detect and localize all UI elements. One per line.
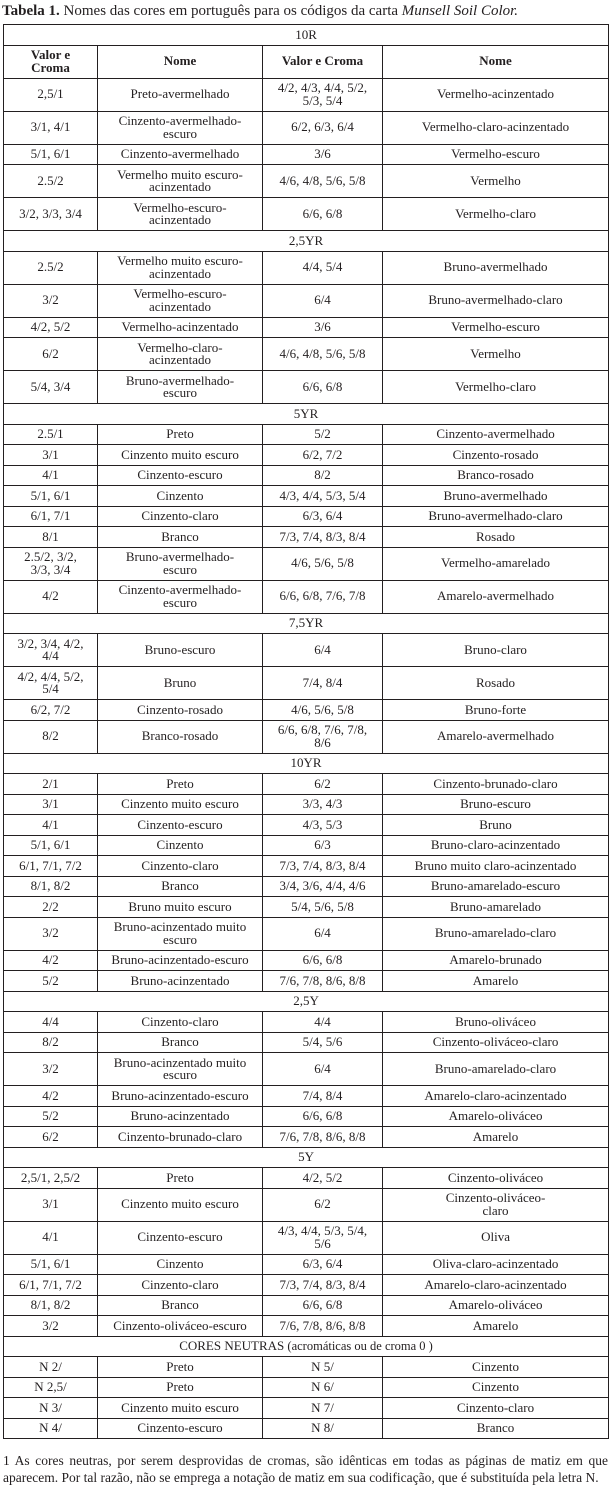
nome-cell: Vermelho (383, 338, 609, 371)
valor-croma-cell: 3/3, 4/3 (263, 794, 383, 815)
valor-croma-cell: 4/1 (4, 815, 98, 836)
nome-cell: Cinzento-claro (98, 506, 263, 527)
valor-croma-cell: 6/6, 6/8, 7/6, 7/8 (263, 580, 383, 613)
nome-cell: Cinzento (383, 1377, 609, 1398)
nome-cell: Vermelho muito escuro- acinzentado (98, 251, 263, 284)
nome-cell: Amarelo (383, 1127, 609, 1148)
table-row (4, 1316, 609, 1337)
valor-croma-cell: 7/3, 7/4, 8/3, 8/4 (263, 856, 383, 877)
nome-cell: Vermelho-claro- acinzentado (98, 338, 263, 371)
valor-croma-cell: 6/6, 6/8 (263, 950, 383, 971)
nome-cell: Bruno (383, 815, 609, 836)
nome-cell: Cinzento-escuro (98, 1418, 263, 1439)
valor-croma-cell: N 4/ (4, 1418, 98, 1439)
table-row (4, 971, 609, 992)
nome-cell: Cinzento-oliváceo-claro (383, 1032, 609, 1053)
valor-croma-cell: 6/6, 6/8 (263, 1106, 383, 1127)
valor-croma-cell: 7/6, 7/8, 8/6, 8/8 (263, 971, 383, 992)
nome-cell: Preto (98, 1377, 263, 1398)
valor-croma-cell: 4/4, 5/4 (263, 251, 383, 284)
nome-cell: Amarelo-brunado (383, 950, 609, 971)
hue-section-cell (4, 231, 609, 252)
table-row (4, 1357, 609, 1378)
valor-croma-cell: 2/1 (4, 774, 98, 795)
nome-cell: Preto (98, 1357, 263, 1378)
valor-croma-cell: N 2/ (4, 1357, 98, 1378)
valor-croma-cell: 4/4 (263, 1012, 383, 1033)
table-caption-text: Nomes das cores em português para os códigos da carta (59, 3, 402, 19)
nome-cell: Rosado (383, 667, 609, 700)
nome-cell: Bruno-avermelhado-claro (383, 506, 609, 527)
nome-cell: Amarelo-claro-acinzentado (383, 1275, 609, 1296)
valor-croma-cell: 3/2 (4, 1316, 98, 1337)
valor-croma-cell: 4/6, 5/6, 5/8 (263, 547, 383, 580)
valor-croma-cell: 5/2 (263, 424, 383, 445)
valor-croma-cell: 6/1, 7/1, 7/2 (4, 1275, 98, 1296)
nome-cell: Cinzento-escuro (98, 1221, 263, 1254)
table-row (4, 1106, 609, 1127)
valor-croma-cell: 3/4, 3/6, 4/4, 4/6 (263, 876, 383, 897)
nome-cell: Preto-avermelhado (98, 78, 263, 111)
nome-cell: Vermelho (383, 165, 609, 198)
table-row (4, 338, 609, 371)
table-row (4, 700, 609, 721)
valor-croma-cell: N 2,5/ (4, 1377, 98, 1398)
nome-cell: Bruno-avermelhado- escuro (98, 547, 263, 580)
table-row (4, 547, 609, 580)
nome-cell: Cinzento-escuro (98, 815, 263, 836)
nome-cell: Cinzento muito escuro (98, 794, 263, 815)
nome-cell: Branco (98, 876, 263, 897)
valor-croma-cell: 6/6, 6/8 (263, 371, 383, 404)
hue-section-label: CORES NEUTRAS (179, 1338, 285, 1353)
table-row (4, 1032, 609, 1053)
section-header-row (4, 404, 609, 425)
valor-croma-cell: 4/3, 4/4, 5/3, 5/4, 5/6 (263, 1221, 383, 1254)
nome-cell: Vermelho-escuro (383, 317, 609, 338)
valor-croma-cell: 6/6, 6/8, 7/6, 7/8, 8/6 (263, 720, 383, 753)
valor-croma-cell: 8/1 (4, 527, 98, 548)
nome-cell: Preto (98, 1168, 263, 1189)
valor-croma-cell: 3/1 (4, 1188, 98, 1221)
hue-section-cell (4, 991, 609, 1012)
valor-croma-cell: 6/4 (263, 634, 383, 667)
nome-cell: Cinzento-avermelhado- escuro (98, 580, 263, 613)
table-row (4, 424, 609, 445)
valor-croma-cell: 8/1, 8/2 (4, 876, 98, 897)
valor-croma-cell: 3/2, 3/3, 3/4 (4, 198, 98, 231)
valor-croma-cell: 4/6, 4/8, 5/6, 5/8 (263, 338, 383, 371)
valor-croma-cell: 5/2 (4, 1106, 98, 1127)
table-row (4, 1188, 609, 1221)
valor-croma-cell: 4/2, 4/4, 5/2, 5/4 (4, 667, 98, 700)
section-header-row (4, 991, 609, 1012)
nome-cell: Bruno-acinzentado muito escuro (98, 1053, 263, 1086)
valor-croma-cell: 4/2, 4/3, 4/4, 5/2, 5/3, 5/4 (263, 78, 383, 111)
valor-croma-cell: 3/2 (4, 1053, 98, 1086)
nome-cell: Cinzento-rosado (383, 445, 609, 466)
nome-cell: Branco-rosado (98, 720, 263, 753)
nome-cell: Bruno-avermelhado- escuro (98, 371, 263, 404)
valor-croma-cell: 5/4, 5/6, 5/8 (263, 897, 383, 918)
nome-cell: Cinzento-brunado-claro (98, 1127, 263, 1148)
table-row (4, 198, 609, 231)
valor-croma-cell: 2,5/1, 2,5/2 (4, 1168, 98, 1189)
nome-cell: Cinzento-avermelhado (98, 144, 263, 165)
nome-cell: Amarelo (383, 1316, 609, 1337)
valor-croma-cell: 3/6 (263, 144, 383, 165)
nome-cell: Branco (98, 527, 263, 548)
hue-section-cell (4, 753, 609, 774)
nome-cell: Vermelho-claro (383, 371, 609, 404)
valor-croma-cell: 6/1, 7/1, 7/2 (4, 856, 98, 877)
valor-croma-cell: 6/2, 7/2 (4, 700, 98, 721)
table-row (4, 794, 609, 815)
hue-section-label: 10YR (290, 755, 322, 770)
nome-cell: Cinzento-claro (98, 1012, 263, 1033)
hue-section-label: 2,5YR (288, 232, 324, 248)
nome-cell: Rosado (383, 527, 609, 548)
hue-section-cell (4, 25, 609, 46)
valor-croma-cell: 4/2 (4, 580, 98, 613)
nome-cell: Vermelho muito escuro- acinzentado (98, 165, 263, 198)
valor-croma-cell: 6/2, 7/2 (263, 445, 383, 466)
nome-cell: Bruno-claro (383, 634, 609, 667)
nome-cell: Cinzento (383, 1357, 609, 1378)
valor-croma-cell: 5/1, 6/1 (4, 835, 98, 856)
section-header-row (4, 1336, 609, 1357)
nome-cell: Cinzento-claro (383, 1398, 609, 1419)
nome-cell: Branco (98, 1032, 263, 1053)
nome-cell: Vermelho-escuro (383, 144, 609, 165)
valor-croma-cell: 3/1 (4, 445, 98, 466)
table-row (4, 950, 609, 971)
valor-croma-cell: N 8/ (263, 1418, 383, 1439)
table-row (4, 165, 609, 198)
table-row (4, 835, 609, 856)
table-row (4, 371, 609, 404)
valor-croma-cell: 5/1, 6/1 (4, 1254, 98, 1275)
table-row (4, 1418, 609, 1439)
nome-cell: Amarelo-avermelhado (383, 720, 609, 753)
table-row (4, 1012, 609, 1033)
section-header-row (4, 25, 609, 46)
valor-croma-cell: 7/3, 7/4, 8/3, 8/4 (263, 1275, 383, 1296)
table-row (4, 284, 609, 317)
valor-croma-cell: 4/3, 4/4, 5/3, 5/4 (263, 486, 383, 507)
nome-cell: Preto (98, 774, 263, 795)
valor-croma-cell: 2.5/2 (4, 251, 98, 284)
valor-croma-cell: 4/3, 5/3 (263, 815, 383, 836)
table-row (4, 1377, 609, 1398)
nome-cell: Preto (98, 424, 263, 445)
nome-cell: Cinzento-claro (98, 856, 263, 877)
nome-cell: Vermelho-claro (383, 198, 609, 231)
nome-cell: Bruno-acinzentado (98, 971, 263, 992)
nome-cell: Oliva-claro-acinzentado (383, 1254, 609, 1275)
valor-croma-cell: N 7/ (263, 1398, 383, 1419)
valor-croma-cell: 7/6, 7/8, 8/6, 8/8 (263, 1127, 383, 1148)
nome-cell: Bruno-acinzentado (98, 1106, 263, 1127)
table-row (4, 1127, 609, 1148)
table-row (4, 1168, 609, 1189)
valor-croma-cell: 3/6 (263, 317, 383, 338)
nome-cell: Cinzento muito escuro (98, 445, 263, 466)
valor-croma-cell: 6/2 (263, 774, 383, 795)
valor-croma-cell: N 6/ (263, 1377, 383, 1398)
footnote: 1 As cores neutras, por serem desprovidas de cromas, são idênticas em todas as páginas de matiz em que aparecem. Por tal razão, não se emprega a notação de matiz em sua codificação, que é substituída pela letra N. (3, 1453, 608, 1485)
nome-cell: Bruno (98, 667, 263, 700)
nome-cell: Bruno-amarelado-claro (383, 917, 609, 950)
valor-croma-cell: 3/2 (4, 284, 98, 317)
table-row (4, 251, 609, 284)
table-row (4, 774, 609, 795)
nome-cell: Amarelo (383, 971, 609, 992)
valor-croma-cell: 3/1, 4/1 (4, 111, 98, 144)
valor-croma-cell: 4/1 (4, 1221, 98, 1254)
table-row (4, 1295, 609, 1316)
valor-croma-cell: 7/4, 8/4 (263, 667, 383, 700)
hue-section-cell (4, 613, 609, 634)
nome-cell: Bruno-oliváceo (383, 1012, 609, 1033)
valor-croma-cell: 4/1 (4, 465, 98, 486)
nome-cell: Cinzento-brunado-claro (383, 774, 609, 795)
nome-cell: Amarelo-oliváceo (383, 1295, 609, 1316)
section-header-row (4, 1147, 609, 1168)
nome-cell: Cinzento-oliváceo (383, 1168, 609, 1189)
nome-cell: Vermelho-acinzentado (383, 78, 609, 111)
nome-cell: Cinzento (98, 486, 263, 507)
nome-cell: Bruno-acinzentado-escuro (98, 950, 263, 971)
valor-croma-cell: 6/2, 6/3, 6/4 (263, 111, 383, 144)
hue-section-note: (acromáticas ou de croma 0 ) (284, 1339, 433, 1353)
table-caption-label: Tabela 1. (2, 3, 60, 19)
nome-cell: Bruno-avermelhado (383, 486, 609, 507)
valor-croma-cell: 8/2 (4, 720, 98, 753)
valor-croma-cell: 4/2 (4, 1086, 98, 1107)
column-header-row (4, 45, 609, 78)
nome-cell: Vermelho-amarelado (383, 547, 609, 580)
nome-cell: Cinzento-rosado (98, 700, 263, 721)
nome-cell: Cinzento muito escuro (98, 1188, 263, 1221)
table-caption (2, 2, 518, 20)
nome-cell: Bruno-acinzentado-escuro (98, 1086, 263, 1107)
nome-cell: Cinzento-avermelhado (383, 424, 609, 445)
table-row (4, 1398, 609, 1419)
table-row (4, 1254, 609, 1275)
valor-croma-cell: 4/4 (4, 1012, 98, 1033)
nome-cell: Bruno-acinzentado muito escuro (98, 917, 263, 950)
nome-cell: Amarelo-claro-acinzentado (383, 1086, 609, 1107)
valor-croma-cell: 2.5/1 (4, 424, 98, 445)
hue-section-cell (4, 404, 609, 425)
table-row (4, 634, 609, 667)
column-header-nome: Nome (383, 45, 609, 78)
table-row (4, 111, 609, 144)
table-row (4, 445, 609, 466)
table-row (4, 78, 609, 111)
valor-croma-cell: 6/6, 6/8 (263, 1295, 383, 1316)
table-row (4, 580, 609, 613)
table-row (4, 667, 609, 700)
valor-croma-cell: 2,5/1 (4, 78, 98, 111)
valor-croma-cell: 8/2 (263, 465, 383, 486)
nome-cell: Cinzento-oliváceo-escuro (98, 1316, 263, 1337)
nome-cell: Bruno-escuro (383, 794, 609, 815)
nome-cell: Bruno muito claro-acinzentado (383, 856, 609, 877)
valor-croma-cell: 4/2 (4, 950, 98, 971)
nome-cell: Vermelho-escuro- acinzentado (98, 284, 263, 317)
valor-croma-cell: N 5/ (263, 1357, 383, 1378)
hue-section-label: 5Y (298, 1149, 314, 1164)
table-row (4, 1275, 609, 1296)
valor-croma-cell: 6/4 (263, 917, 383, 950)
valor-croma-cell: 8/1, 8/2 (4, 1295, 98, 1316)
table-row (4, 815, 609, 836)
nome-cell: Bruno-claro-acinzentado (383, 835, 609, 856)
nome-cell: Cinzento-oliváceo- claro (383, 1188, 609, 1221)
hue-section-label: 7,5YR (288, 615, 324, 630)
nome-cell: Cinzento-escuro (98, 465, 263, 486)
valor-croma-cell: 5/4, 3/4 (4, 371, 98, 404)
nome-cell: Vermelho-escuro- acinzentado (98, 198, 263, 231)
valor-croma-cell: N 3/ (4, 1398, 98, 1419)
hue-section-cell (4, 1336, 609, 1357)
valor-croma-cell: 2.5/2 (4, 165, 98, 198)
nome-cell: Cinzento (98, 835, 263, 856)
table-row (4, 527, 609, 548)
valor-croma-cell: 4/6, 4/8, 5/6, 5/8 (263, 165, 383, 198)
valor-croma-cell: 6/4 (263, 1053, 383, 1086)
table-row (4, 876, 609, 897)
valor-croma-cell: 2/2 (4, 897, 98, 918)
table-row (4, 317, 609, 338)
munsell-color-names-table (3, 24, 609, 1439)
nome-cell: Bruno-amarelado (383, 897, 609, 918)
valor-croma-cell: 5/2 (4, 971, 98, 992)
valor-croma-cell: 7/3, 7/4, 8/3, 8/4 (263, 527, 383, 548)
section-header-row (4, 753, 609, 774)
nome-cell: Amarelo-avermelhado (383, 580, 609, 613)
valor-croma-cell: 6/6, 6/8 (263, 198, 383, 231)
valor-croma-cell: 7/4, 8/4 (263, 1086, 383, 1107)
nome-cell: Vermelho-acinzentado (98, 317, 263, 338)
valor-croma-cell: 6/2 (263, 1188, 383, 1221)
table-row (4, 856, 609, 877)
nome-cell: Oliva (383, 1221, 609, 1254)
nome-cell: Bruno-avermelhado-claro (383, 284, 609, 317)
nome-cell: Branco-rosado (383, 465, 609, 486)
column-header-valor-croma: Valor e Croma (4, 45, 98, 78)
nome-cell: Cinzento muito escuro (98, 1398, 263, 1419)
column-header-nome: Nome (98, 45, 263, 78)
valor-croma-cell: 4/2, 5/2 (4, 317, 98, 338)
valor-croma-cell: 6/3, 6/4 (263, 506, 383, 527)
valor-croma-cell: 3/2 (4, 917, 98, 950)
valor-croma-cell: 6/2 (4, 1127, 98, 1148)
nome-cell: Bruno-forte (383, 700, 609, 721)
table-caption-italic: Munsell Soil Color. (401, 3, 519, 19)
valor-croma-cell: 5/4, 5/6 (263, 1032, 383, 1053)
valor-croma-cell: 5/1, 6/1 (4, 486, 98, 507)
valor-croma-cell: 6/3, 6/4 (263, 1254, 383, 1275)
nome-cell: Amarelo-oliváceo (383, 1106, 609, 1127)
table-row (4, 720, 609, 753)
table-row (4, 897, 609, 918)
valor-croma-cell: 5/1, 6/1 (4, 144, 98, 165)
nome-cell: Branco (383, 1418, 609, 1439)
table-body (4, 25, 609, 1439)
valor-croma-cell: 3/1 (4, 794, 98, 815)
nome-cell: Branco (98, 1295, 263, 1316)
valor-croma-cell: 2.5/2, 3/2, 3/3, 3/4 (4, 547, 98, 580)
valor-croma-cell: 4/2, 5/2 (263, 1168, 383, 1189)
valor-croma-cell: 3/2, 3/4, 4/2, 4/4 (4, 634, 98, 667)
table-row (4, 1053, 609, 1086)
valor-croma-cell: 6/2 (4, 338, 98, 371)
column-header-valor-croma: Valor e Croma (263, 45, 383, 78)
section-header-row (4, 231, 609, 252)
nome-cell: Bruno-amarelado-escuro (383, 876, 609, 897)
nome-cell: Bruno-avermelhado (383, 251, 609, 284)
table-row (4, 917, 609, 950)
valor-croma-cell: 8/2 (4, 1032, 98, 1053)
nome-cell: Vermelho-claro-acinzentado (383, 111, 609, 144)
valor-croma-cell: 7/6, 7/8, 8/6, 8/8 (263, 1316, 383, 1337)
table-row (4, 1221, 609, 1254)
nome-cell: Cinzento (98, 1254, 263, 1275)
table-row (4, 506, 609, 527)
hue-section-label: 10R (295, 26, 317, 42)
valor-croma-cell: 6/3 (263, 835, 383, 856)
valor-croma-cell: 6/4 (263, 284, 383, 317)
hue-section-label: 5YR (293, 405, 319, 421)
table-row (4, 1086, 609, 1107)
nome-cell: Bruno-amarelado-claro (383, 1053, 609, 1086)
nome-cell: Bruno muito escuro (98, 897, 263, 918)
hue-section-cell (4, 1147, 609, 1168)
hue-section-label: 2,5Y (293, 993, 319, 1008)
table-row (4, 486, 609, 507)
nome-cell: Bruno-escuro (98, 634, 263, 667)
section-header-row (4, 613, 609, 634)
nome-cell: Cinzento-avermelhado- escuro (98, 111, 263, 144)
table-row (4, 144, 609, 165)
valor-croma-cell: 4/6, 5/6, 5/8 (263, 700, 383, 721)
nome-cell: Cinzento-claro (98, 1275, 263, 1296)
table-row (4, 465, 609, 486)
valor-croma-cell: 6/1, 7/1 (4, 506, 98, 527)
